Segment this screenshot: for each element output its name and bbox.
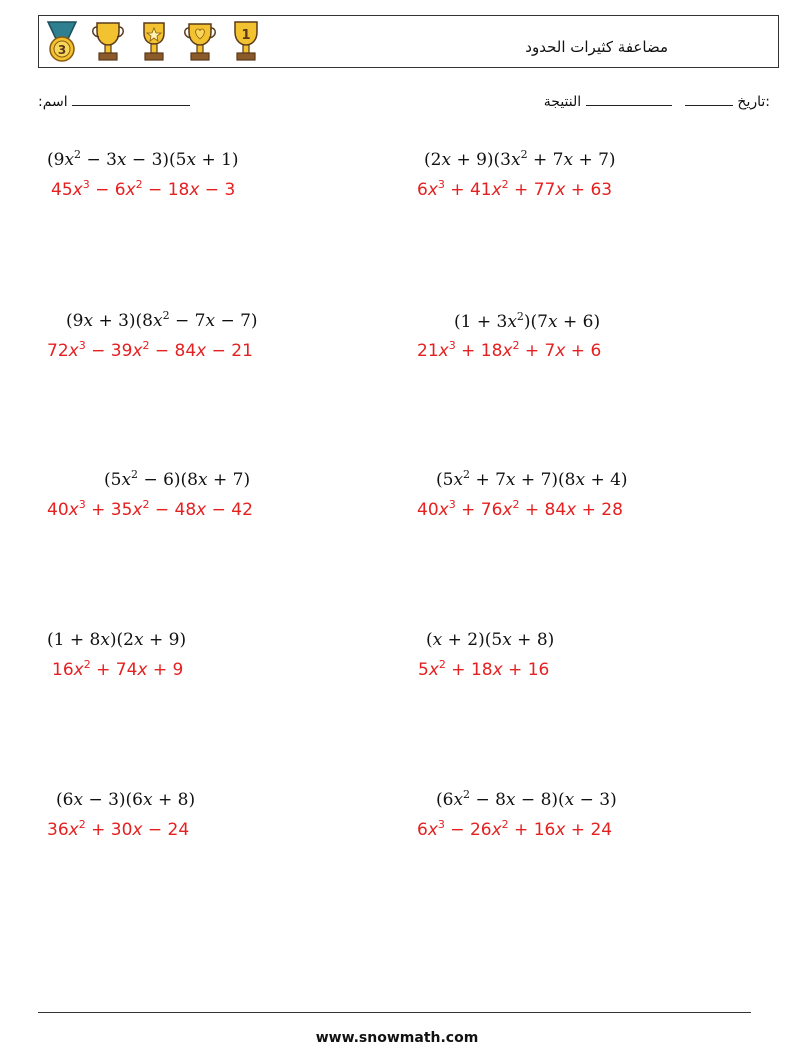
footer-url[interactable]: www.snowmath.com [315,1030,479,1046]
score-label: النتيجة [543,94,582,110]
problem-5: $(5x^2 - 6)(8x + 7)$ [104,468,251,490]
problem-9: (6x − 3)(6x + 8) [56,790,196,810]
answer-10: $6x^3 - 26x^2 + 16x + 24$ [417,818,613,840]
problem-1: $(9x^2 - 3x - 3)(5x + 1)$ [47,148,239,170]
answer-8: $5x^2 + 18x + 16$ [418,658,550,680]
footer-divider [38,1012,751,1013]
answer-7: $16x^2 + 74x + 9$ [52,658,184,680]
trophy-1-icon [227,19,265,65]
worksheet-title: مضاعفة كثيرات الحدود [525,38,668,56]
problem-6: $(5x^2 + 7x + 7)(8x + 4)$ [436,468,628,490]
trophy-icon [89,19,127,65]
date-blank[interactable] [685,92,733,106]
name-label: :اسم [38,94,68,110]
answer-9: $36x^2 + 30x - 24$ [47,818,190,840]
problem-2: $(2x + 9)(3x^2 + 7x + 7)$ [424,148,616,170]
problem-10: $(6x^2 - 8x - 8)(x - 3)$ [436,788,617,810]
score-blank-right[interactable] [586,92,672,106]
answer-2: $6x^3 + 41x^2 + 77x + 63$ [417,178,613,200]
name-field[interactable] [38,92,190,110]
answer-5: $40x^3 + 35x^2 - 48x - 42$ [47,498,253,520]
svg-text:3: 3 [57,43,67,57]
answer-4: $21x^3 + 18x^2 + 7x + 6$ [417,339,602,361]
answer-6: $40x^3 + 76x^2 + 84x + 28$ [417,498,623,520]
heart-trophy-icon [181,19,219,65]
medal-3-icon [43,19,81,65]
problem-3: $(9x + 3)(8x^2 - 7x - 7)$ [66,309,258,331]
answer-3: $72x^3 - 39x^2 - 84x - 21$ [47,339,253,361]
problem-7: (1 + 8x)(2x + 9) [47,630,187,650]
svg-text:1: 1 [241,28,251,43]
date-score-field[interactable] [544,92,770,110]
problem-8: (x + 2)(5x + 8) [426,630,555,650]
problem-4: $(1 + 3x^2)(7x + 6)$ [454,310,601,332]
trophy-row [43,19,265,65]
date-score-spacer [676,94,680,110]
worksheet-header [38,15,779,68]
star-trophy-icon [135,19,173,65]
date-label: :تاريخ [737,94,770,110]
name-blank[interactable] [72,92,190,106]
answer-1: $45x^3 - 6x^2 - 18x - 3$ [51,178,236,200]
